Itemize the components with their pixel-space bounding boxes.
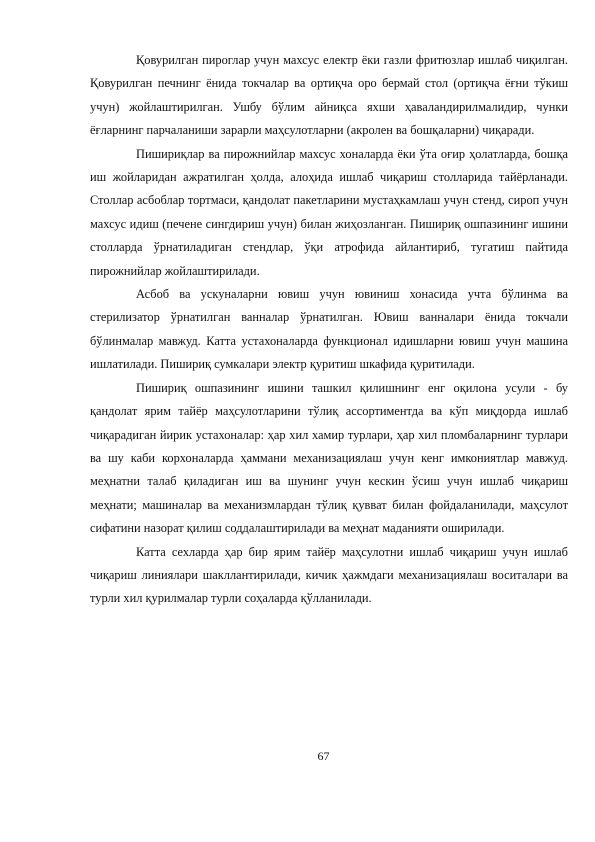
paragraph-pastry-tables: Пишириқлар ва пирожнийлар махсус хоналарда ёки ўта оғир ҳолатларда, бошқа иш жойларидан ажратилган ҳолда, алоҳида ишлаб чиқариш столларида тайёрланади. Столлар асбоблар тортмаси, қандолат пакетларини мустаҳкамлаш учун стенд, сироп учун махсус идиш (печене сингдириш учун) билан жиҳозланган. Пишириқ ошпазининг ишини столларда ўрнатиладиган стендлар, ўқи атрофида айлантириб, тугатиш пайтида пирожнийлар жойлаштирилади.	[90, 146, 568, 278]
paragraph-large-workshops: Пишириқ ошпазининг ишини ташкил қилишнинг енг оқилона усули - бу қандолат ярим тайёр маҳсулотларини тўлиқ ассортиментда ва кўп миқдорда ишлаб чиқарадиган йирик устахоналар: ҳар хил хамир турлари, ҳар хил пломбаларнинг турлари ва шу каби корхоналарда ҳаммани механизациялаш учун кенг имкониятлар мавжуд. меҳнатни талаб қиладиган иш ва шунинг учун кескин ўсиш учун ишлаб чиқариш меҳнати; машиналар ва механизмлардан тўлиқ қувват билан фойдаланилади, маҳсулот сифатини назорат қилиш соддалаштирилади ва меҳнат маданияти оширилади.	[90, 380, 568, 536]
document-body	[90, 49, 568, 611]
paragraph-fryers: Қовурилган пироглар учун махсус електр ёки газли фритюзлар ишлаб чиқилган. Қовурилган печнинг ёнида токчалар ва ортиқча оро бермай стол (ортиқча ёғни тўкиш учун) жойлаштирилган. Ушбу бўлим айниқса яхши ҳаваландирилмалидир, чунки ёғларнинг парчаланиши зарарли маҳсулотларни (акролен ва бошқаларни) чиқаради.	[90, 53, 568, 138]
paragraph-production-lines: Катта сехларда ҳар бир ярим тайёр маҳсулотни ишлаб чиқариш учун ишлаб чиқариш линиялари шакллантирилади, кичик ҳажмдаги механизациялаш воситалари ва турли хил қурилмалар турли соҳаларда қўлланилади.	[90, 544, 568, 606]
page-number: 67	[317, 749, 330, 763]
paragraph-washing-room: Асбоб ва ускуналарни ювиш учун ювиниш хонасида учта бўлинма ва стерилизатор ўрнатилган ванналар ўрнатилган. Ювиш ванналари ёнида токчали бўлинмалар мавжуд. Катта устахоналарда функционал идишларни ювиш учун машина ишлатилади. Пишириқ сумкалари электр қуритиш шкафида қуритилади.	[90, 287, 568, 372]
